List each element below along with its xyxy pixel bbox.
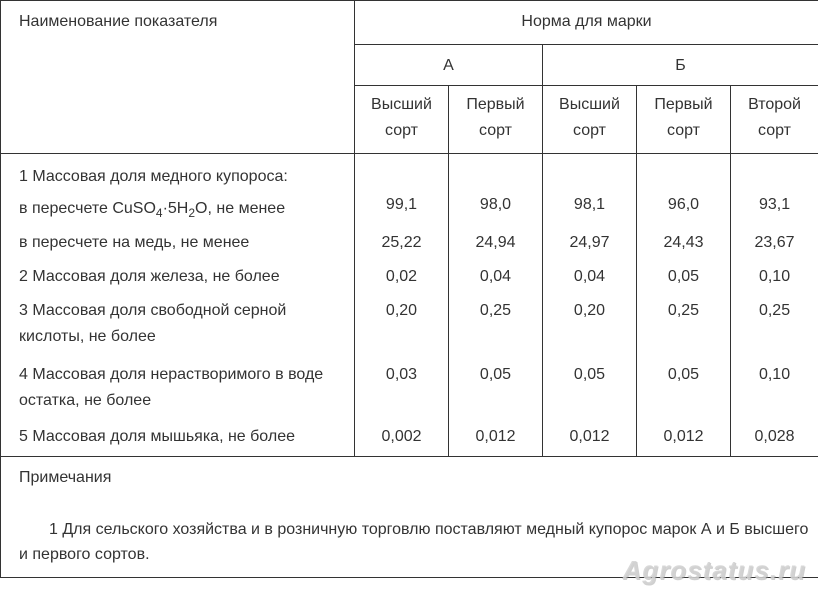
header-grade-b: Б: [543, 45, 818, 86]
value-cell: 0,028: [754, 428, 795, 445]
value-column: [355, 154, 449, 457]
table-body-row: [1, 154, 818, 457]
value-cell: 0,05: [667, 268, 700, 285]
value-cell: 0,05: [479, 366, 512, 383]
value-cell: 0,05: [573, 366, 606, 383]
value-cell: 24,43: [663, 234, 704, 251]
value-column: [637, 154, 731, 457]
notes-text: 1 Для сельского хозяйства и в розничную торговлю поставляют медный купорос марок А и Б высшего и первого сортов.: [19, 521, 809, 563]
header-sort: Высший сорт: [355, 86, 449, 154]
watermark: Agrostatus.ru: [622, 555, 806, 585]
row-label: 4 Массовая доля нерастворимого в воде остатка, не более: [19, 366, 324, 409]
value-cell: 23,67: [754, 234, 795, 251]
value-cell: 24,97: [569, 234, 610, 251]
value-cell: 24,94: [475, 234, 516, 251]
row-label: в пересчете на медь, не менее: [19, 234, 250, 251]
indicator-column: [1, 154, 355, 457]
header-indicator-name: Наименование показателя: [1, 1, 355, 154]
header-sort: Первый сорт: [449, 86, 543, 154]
header-sort: Второй сорт: [731, 86, 818, 154]
value-cell: 0,012: [475, 428, 516, 445]
value-cell: 0,20: [385, 302, 418, 319]
value-cell: 0,03: [385, 366, 418, 383]
value-cell: 0,10: [758, 268, 791, 285]
value-cell: 0,012: [569, 428, 610, 445]
value-cell: 0,012: [663, 428, 704, 445]
header-grade-a: А: [355, 45, 543, 86]
value-cell: 0,05: [667, 366, 700, 383]
value-cell: 0,002: [381, 428, 422, 445]
value-cell: 98,0: [479, 196, 512, 213]
value-cell: 96,0: [667, 196, 700, 213]
value-cell: 0,02: [385, 268, 418, 285]
header-sort: Высший сорт: [543, 86, 637, 154]
row-label: 5 Массовая доля мышьяка, не более: [19, 428, 295, 445]
value-column: [543, 154, 637, 457]
value-cell: 0,25: [667, 302, 700, 319]
value-cell: 0,25: [479, 302, 512, 319]
value-cell: 0,25: [758, 302, 791, 319]
value-cell: 0,04: [573, 268, 606, 285]
value-cell: 0,10: [758, 366, 791, 383]
value-cell: 25,22: [381, 234, 422, 251]
row-label: 2 Массовая доля железа, не более: [19, 268, 280, 285]
value-cell: 0,04: [479, 268, 512, 285]
row-label: 1 Массовая доля медного купороса:: [19, 168, 288, 185]
value-column: [449, 154, 543, 457]
row-label: 3 Массовая доля свободной серной кислоты, не более: [19, 302, 287, 345]
notes-title: Примечания: [19, 469, 112, 486]
row-label: в пересчете $CuSO_4\cdot 5H_2O$, не менее: [19, 200, 286, 220]
value-cell: 98,1: [573, 196, 606, 213]
value-cell: 0,20: [573, 302, 606, 319]
value-column: [731, 154, 818, 457]
value-cell: 99,1: [385, 196, 418, 213]
value-cell: 93,1: [758, 196, 791, 213]
header-sort: Первый сорт: [637, 86, 731, 154]
header-norm-for-grade: Норма для марки: [355, 1, 818, 45]
